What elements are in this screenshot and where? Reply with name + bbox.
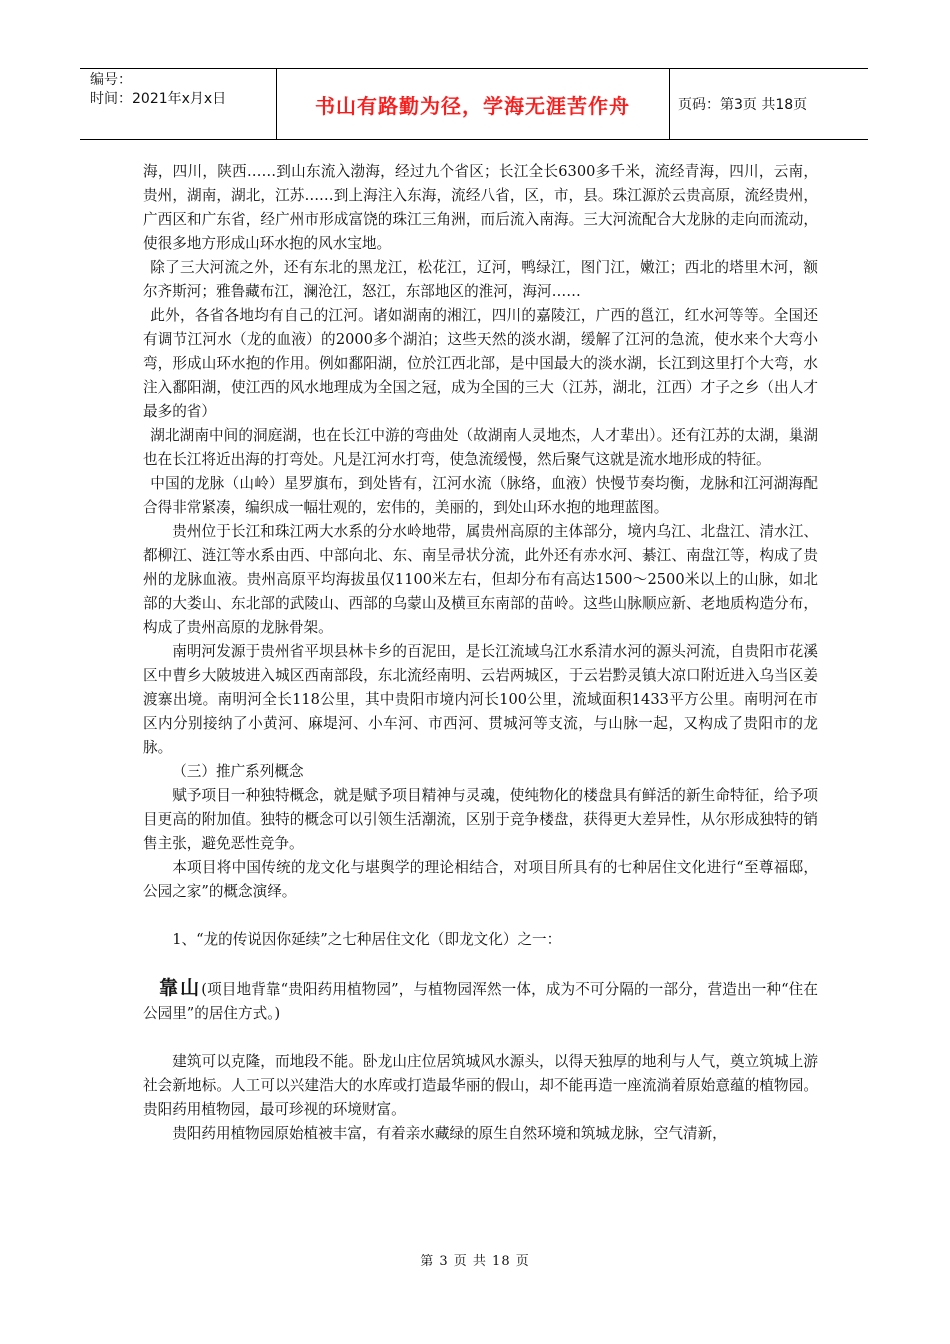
paragraph: 南明河发源于贵州省平坝县林卡乡的百泥田，是长江流域乌江水系清水河的源头河流，自贵阳市花溪区中曹乡大陂坡进入城区西南部段，东北流经南明、云岩两城区，于云岩黔灵镇大凉口附近进入乌当区姜渡寨出境。南明河全长118公里，其中贵阳市境内河长100公里，流域面积1433平方公里。南明河在市区内分别接纳了小黄河、麻堤河、小车河、市西河、贯城河等支流，与山脉一起，又构成了贵阳市的龙脉。 <box>143 643 818 756</box>
paragraph: 此外，各省各地均有自己的江河。诸如湖南的湘江，四川的嘉陵江，广西的邕江，红水河等等。全国还有调节江河水（龙的血液）的2000多个湖泊；这些天然的淡水湖，缓解了江河的急流，使水来个大弯小弯，形成山环水抱的作用。例如鄱阳湖，位於江西北部，是中国最大的淡水湖，长江到这里打个大弯，水注入鄱阳湖，使江西的风水地理成为全国之冠，成为全国的三大（江苏，湖北，江西）才子之乡（出人才最多的省） <box>143 307 818 420</box>
document-date: 时间：2021年x月x日 <box>90 91 227 107</box>
paragraph: 海，四川，陕西……到山东流入渤海，经过九个省区；长江全长6300多千米，流经青海，四川，云南，贵州，湖南，湖北，江苏……到上海注入东海，流经八省，区，市，县。珠江源於云贵高原，流经贵州，广西区和广东省，经广州市形成富饶的珠江三角洲，而后流入南海。三大河流配合大龙脉的走向而流动，使很多地方形成山环水抱的风水宝地。 <box>143 163 818 252</box>
paragraph: 除了三大河流之外，还有东北的黑龙江，松花江，辽河，鸭绿江，图门江，嫩江；西北的塔里木河，额尔齐斯河；雅鲁藏布江，澜沧江，怒江，东部地区的淮河，海河…… <box>143 259 818 300</box>
header-motto: 书山有路勤为径，学海无涯苦作舟 <box>315 93 630 118</box>
header-meta <box>90 71 280 109</box>
list-heading: 1、“龙的传说因你延续”之七种居住文化（即龙文化）之一： <box>172 931 562 948</box>
paragraph-kaoshan <box>143 976 818 1026</box>
section-title: 靠山 <box>159 977 202 999</box>
page-header <box>80 68 868 140</box>
paragraph: 贵阳药用植物园原始植被丰富，有着亲水藏绿的原生自然环境和筑城龙脉，空气清新， <box>172 1125 727 1142</box>
document-body <box>143 160 818 1146</box>
document-number: 编号： <box>90 72 132 88</box>
paragraph: 贵州位于长江和珠江两大水系的分水岭地带，属贵州高原的主体部分，境内乌江、北盘江、清水江、都柳江、涟江等水系由西、中部向北、东、南呈帚状分流，此外还有赤水河、綦江、南盘江等，构成了贵州的龙脉血液。贵州高原平均海拔虽仅1100米左右，但却分布有高达1500～2500米以上的山脉，如北部的大娄山、东北部的武陵山、西部的乌蒙山及横亘东南部的苗岭。这些山脉顺应新、老地质构造分布，构成了贵州高原的龙脉骨架。 <box>143 523 818 636</box>
paragraph: 赋予项目一种独特概念，就是赋予项目精神与灵魂，使纯物化的楼盘具有鲜活的新生命特征，给予项目更高的附加值。独特的概念可以引领生活潮流，区别于竞争楼盘，获得更大差异性，从尔形成独特的销售主张，避免恶性竞争。 <box>143 787 818 852</box>
paragraph: 湖北湖南中间的洞庭湖，也在长江中游的弯曲处（故湖南人灵地杰，人才辈出）。还有江苏的太湖，巢湖也在长江将近出海的打弯处。凡是江河水打弯，使急流缓慢，然后聚气这就是流水地形成的特征。 <box>143 427 818 468</box>
page-footer: 第 3 页 共 18 页 <box>420 1254 530 1269</box>
header-divider <box>669 69 670 139</box>
paragraph: 中国的龙脉（山岭）星罗旗布，到处皆有，江河水流（脉络，血液）快慢节奏均衡，龙脉和江河湖海配合得非常紧凑，编织成一幅壮观的，宏伟的，美丽的，到处山环水抱的地理蓝图。 <box>143 475 818 516</box>
paragraph: 建筑可以克隆，而地段不能。卧龙山庄位居筑城风水源头，以得天独厚的地利与人气，奠立筑城上游社会新地标。人工可以兴建浩大的水库或打造最华丽的假山，却不能再造一座流淌着原始意蕴的植物园。贵阳药用植物园，最可珍视的环境财富。 <box>143 1053 818 1118</box>
subsection-heading: （三）推广系列概念 <box>172 763 304 780</box>
header-page-info: 页码：第3页 共18页 <box>678 97 808 113</box>
kaoshan-description: (项目地背靠“贵阳药用植物园”，与植物园浑然一体，成为不可分隔的一部分，营造出一种“住在公园里”的居住方式。) <box>143 981 818 1022</box>
paragraph: 本项目将中国传统的龙文化与堪舆学的理论相结合，对项目所具有的七种居住文化进行“至尊福邸，公园之家”的概念演绎。 <box>143 859 818 900</box>
